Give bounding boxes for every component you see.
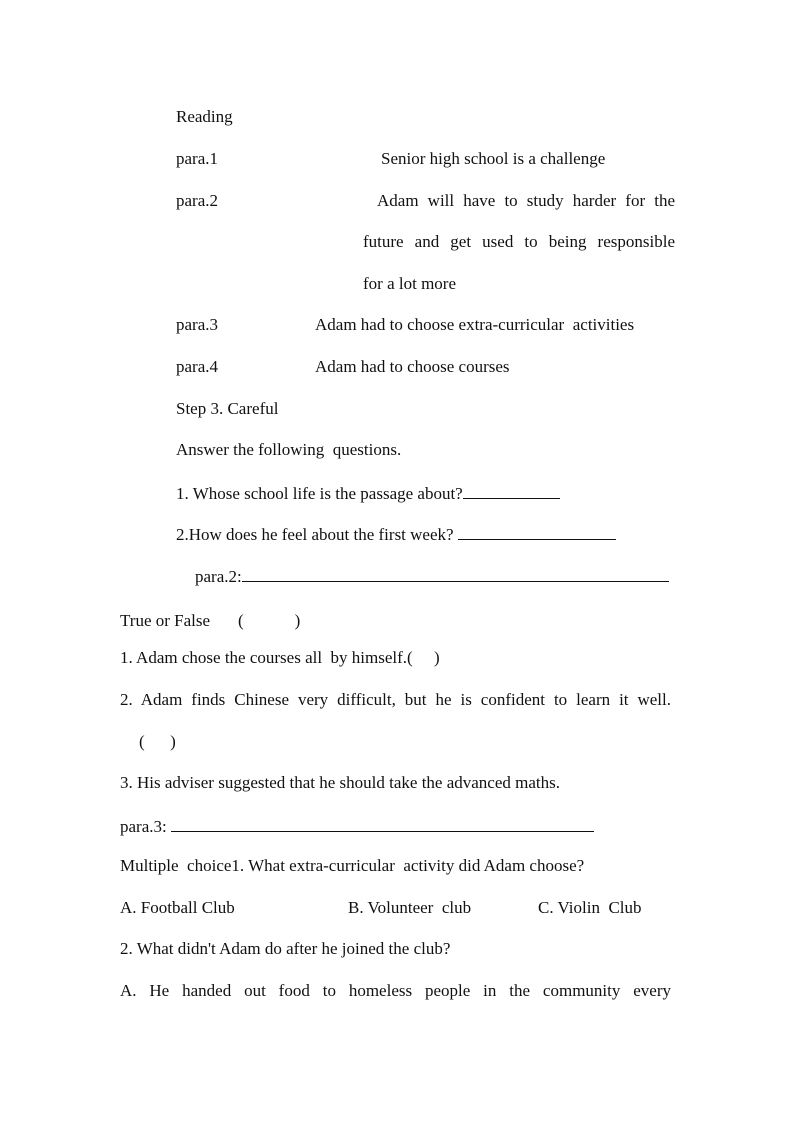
reading-heading: Reading bbox=[176, 107, 233, 126]
para2-line3: for a lot more bbox=[363, 274, 456, 293]
para3-answer-label: para.3: bbox=[120, 817, 167, 836]
answer-blank-para2[interactable] bbox=[242, 565, 669, 582]
para4-text: Adam had to choose courses bbox=[315, 357, 510, 376]
step3-instruction: Answer the following questions. bbox=[176, 440, 402, 459]
mc-option-a: A. Football Club bbox=[120, 898, 235, 917]
mc-q2-option-a: A. He handed out food to homeless people in the community every bbox=[120, 981, 671, 1000]
step3-title: Step 3. Careful bbox=[176, 399, 279, 418]
mc-question-2: 2. What didn't Adam do after he joined the club? bbox=[120, 939, 451, 958]
para1-text: Senior high school is a challenge bbox=[381, 149, 606, 168]
tf-statement-3: 3. His adviser suggested that he should take the advanced maths. bbox=[120, 773, 560, 792]
tf-statement-2-paren: ( ) bbox=[139, 732, 176, 751]
para2-line1: Adam will have to study harder for the bbox=[377, 191, 675, 210]
para2-line2: future and get used to being responsible bbox=[363, 232, 675, 251]
para2-answer-row bbox=[195, 565, 669, 587]
tf-statement-1: 1. Adam chose the courses all by himself.( ) bbox=[120, 648, 440, 667]
question-2 bbox=[176, 523, 616, 545]
mc-option-b: B. Volunteer club bbox=[348, 898, 472, 917]
question-2-text: 2.How does he feel about the first week? bbox=[176, 525, 454, 544]
para3-answer-row bbox=[120, 815, 594, 837]
para3-label: para.3 bbox=[176, 315, 219, 334]
para2-answer-label: para.2: bbox=[195, 567, 242, 586]
para3-text: Adam had to choose extra-curricular activities bbox=[315, 315, 635, 334]
mc-option-c: C. Violin Club bbox=[538, 898, 642, 917]
answer-blank-2[interactable] bbox=[458, 523, 616, 540]
answer-blank-para3[interactable] bbox=[171, 815, 594, 832]
mc-question-1: Multiple choice1. What extra-curricular activity did Adam choose? bbox=[120, 856, 585, 875]
para4-label: para.4 bbox=[176, 357, 219, 376]
true-false-title: True or False bbox=[120, 611, 211, 630]
tf-statement-2: 2. Adam finds Chinese very difficult, but he is confident to learn it well. bbox=[120, 690, 671, 709]
question-1 bbox=[176, 482, 560, 504]
para1-label: para.1 bbox=[176, 149, 219, 168]
answer-blank-1[interactable] bbox=[463, 482, 560, 499]
true-false-paren: ( ) bbox=[238, 611, 301, 630]
para2-label: para.2 bbox=[176, 191, 219, 210]
question-1-text: 1. Whose school life is the passage about? bbox=[176, 484, 463, 503]
